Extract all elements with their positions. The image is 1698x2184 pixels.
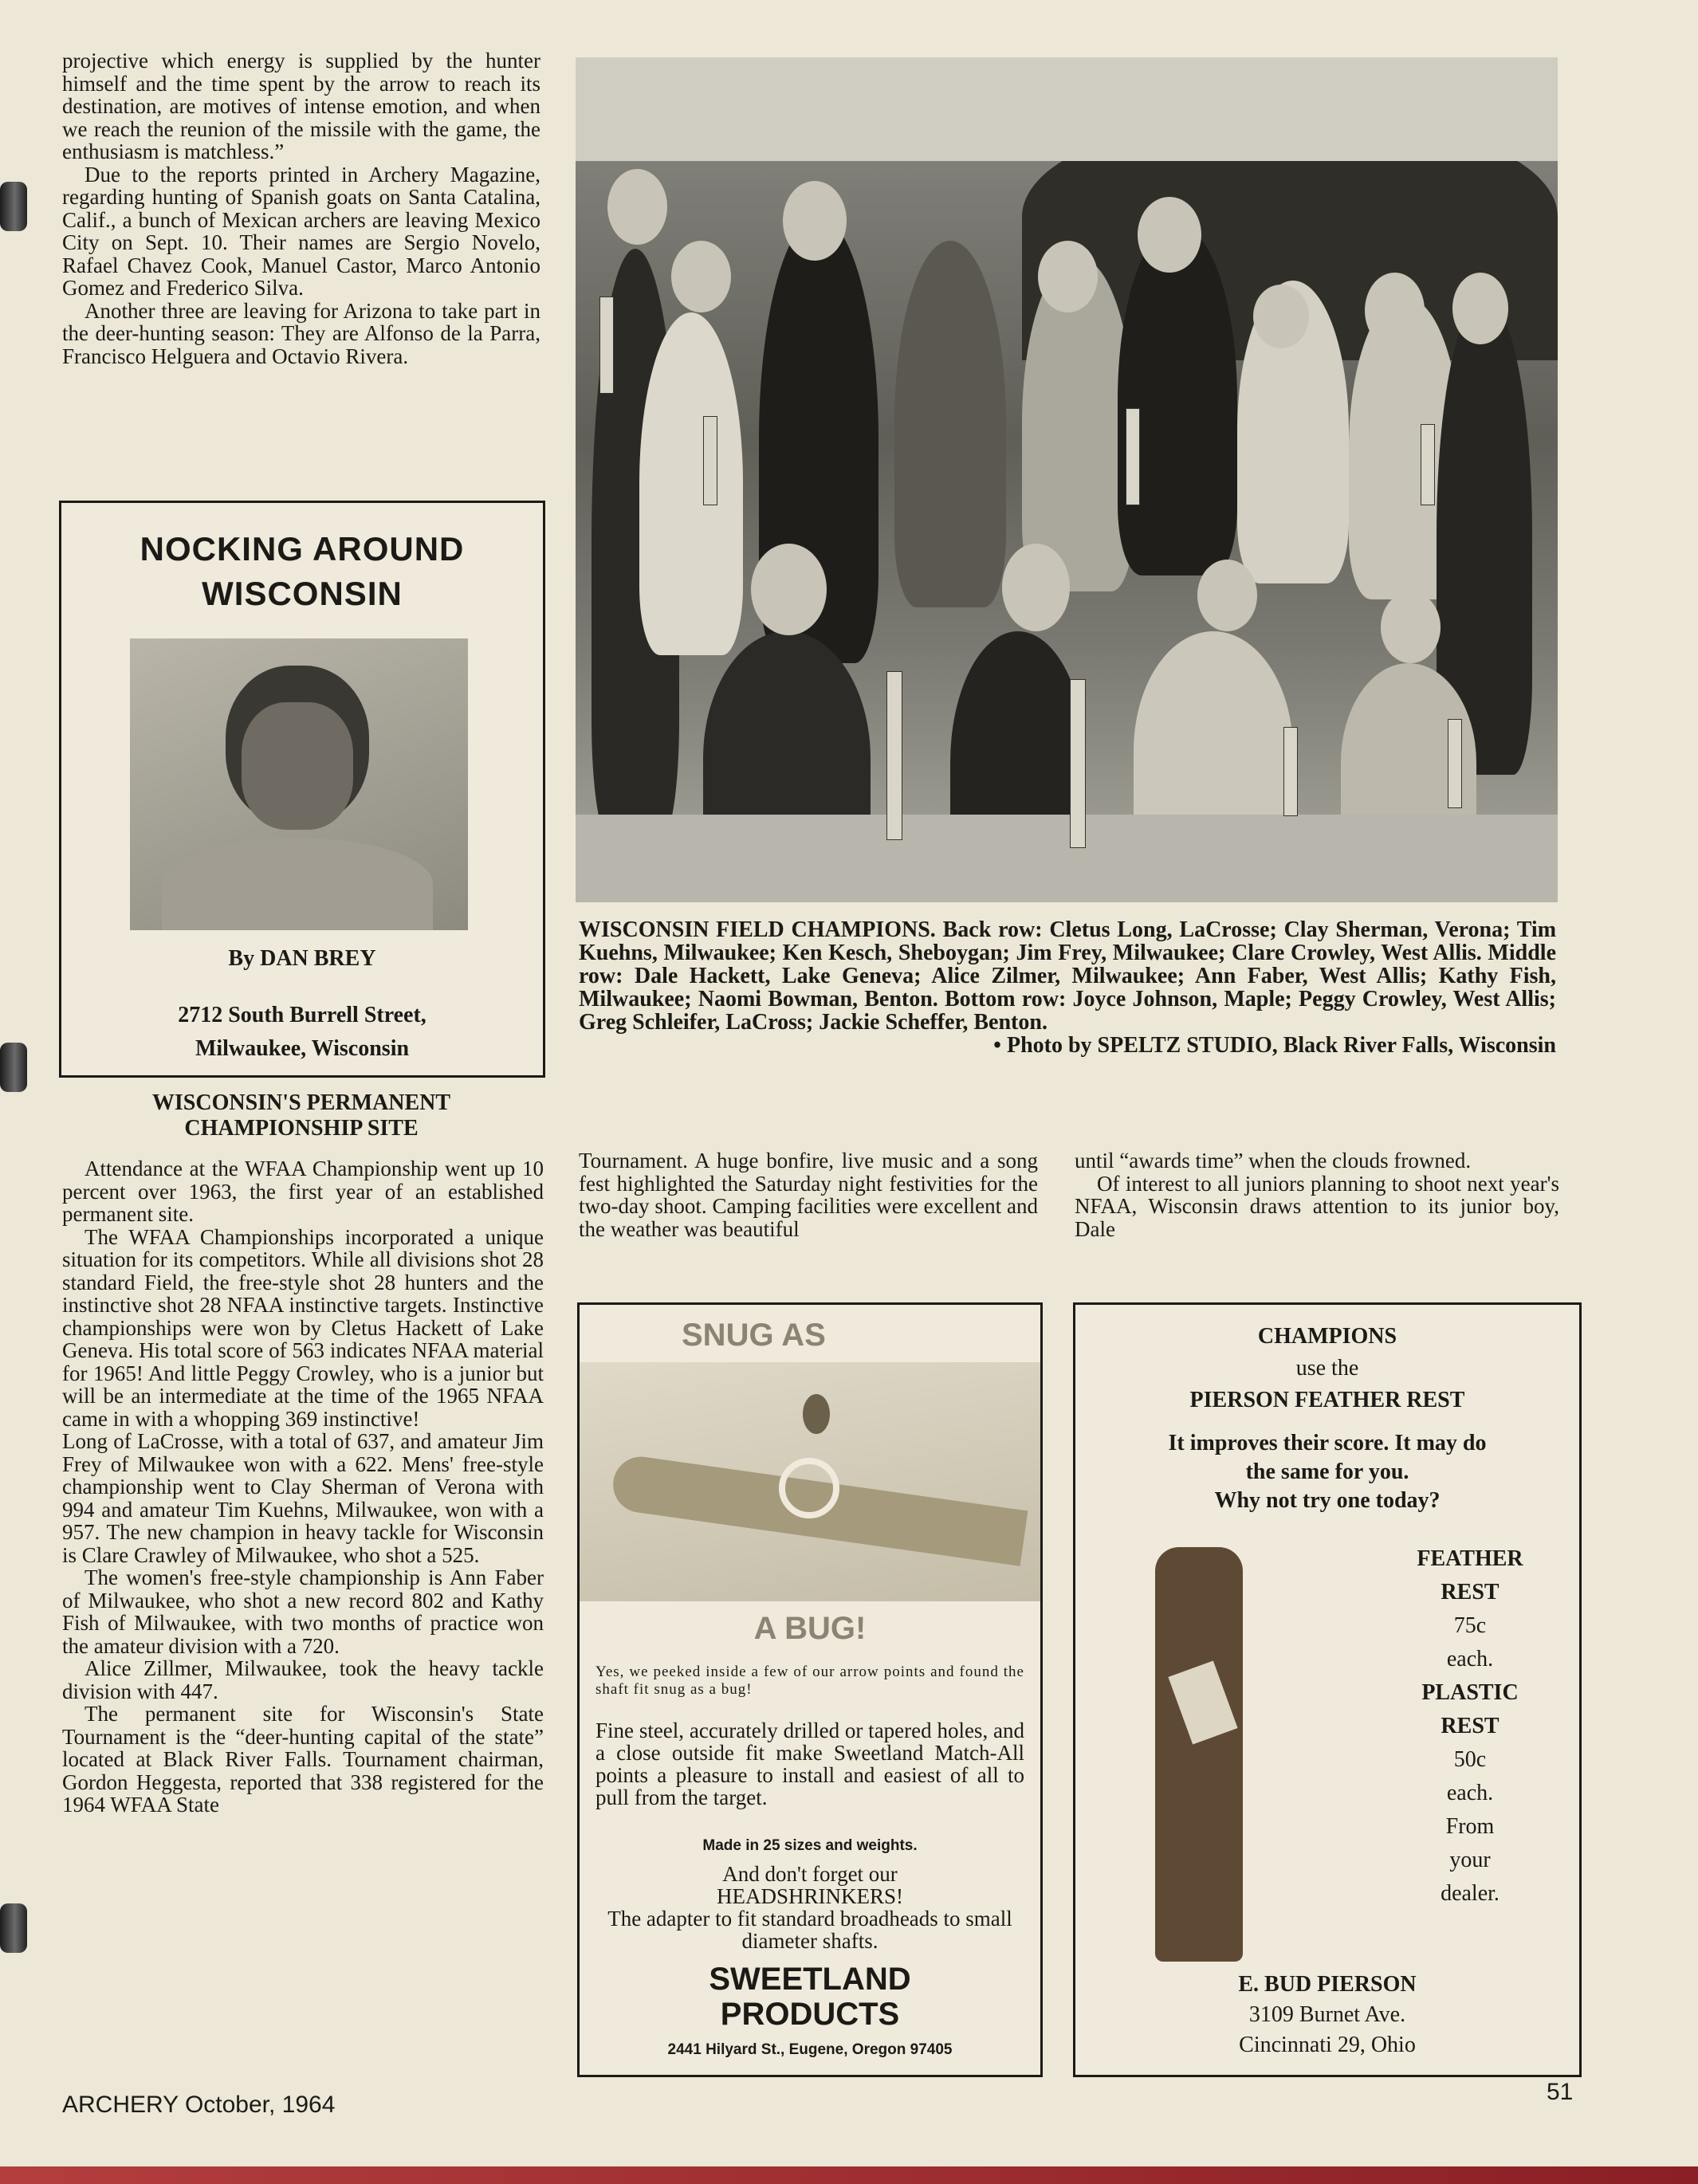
paragraph: Another three are leaving for Arizona to take part in the deer-hunting season: They are Alfonso de la Parra, Francisco Helguera and Octavio Rivera.: [62, 298, 540, 368]
paragraph: The WFAA Championships incorporated a unique situation for its competitors. While all divisions shot 28 standard Field, the free-style shot 28 hunters and the instinctive shot 28 NFAA instinctive targets. Instinctive championships were won by Cletus Hackett of Lake Geneva. His total score of 563 indicates NFAA material for 1965! And little Peggy Crowley, who is a junior but will be an intermediate at the time of the 1965 NFAA came in with a whopping 369 instinctive!: [62, 1224, 544, 1431]
paragraph: Long of LaCrosse, with a total of 637, and amateur Jim Frey of Milwaukee won with a 622. Mens' free-style championship went to Clay Sherman of Verona with 994 and amateur Tim Kuehns, Milwaukee, won with a 957. The new champion in heavy tackle for Wisconsin is Clare Crawley of Milwaukee, who shot a 525.: [62, 1429, 544, 1567]
photo-caption: [579, 918, 1556, 1057]
bow-rest-illustration: [1139, 1547, 1267, 1962]
arrowhead-illustration: [580, 1362, 1040, 1601]
paragraph: Of interest to all juniors planning to shoot next year's NFAA, Wisconsin draws attention to its junior boy, Dale: [1075, 1171, 1559, 1241]
binder-ring-middle: [0, 1043, 27, 1092]
paragraph: Due to the reports printed in Archery Magazine, regarding hunting of Spanish goats on Santa Catalina, Calif., a bunch of Mexican archers are leaving Mexico City on Sept. 10. Their names are Sergio Novelo, Rafael Chavez Cook, Manuel Castor, Marco Antonio Gomez and Frederico Silva.: [62, 162, 540, 300]
bug-icon: [803, 1394, 830, 1434]
article-continuation-right: [1075, 1149, 1559, 1240]
ad-company-line: PRODUCTS: [720, 1997, 900, 2032]
pierson-pitch: [1075, 1429, 1579, 1515]
paragraph: Alice Zillmer, Milwaukee, took the heavy tackle division with 447.: [62, 1656, 544, 1703]
price-line: each.: [1446, 1781, 1494, 1805]
paragraph: until “awards time” when the clouds frowned.: [1075, 1149, 1472, 1173]
pierson-line: CHAMPIONS: [1257, 1324, 1397, 1349]
column-address: [61, 999, 543, 1066]
price-line: FEATHER: [1417, 1546, 1523, 1571]
trophy: [1448, 719, 1462, 808]
ad-promo-line: The adapter to fit standard broadheads to small diameter shafts.: [607, 1907, 1012, 1953]
sweetland-ad: [577, 1302, 1043, 2077]
article-body: [62, 1157, 544, 1817]
price-line: 75c: [1453, 1613, 1487, 1638]
article-heading: [62, 1090, 540, 1141]
column-title-line: NOCKING AROUND: [140, 530, 465, 568]
pierson-line: the same for you.: [1245, 1459, 1409, 1484]
pierson-headline: [1075, 1321, 1579, 1416]
article-heading-line: CHAMPIONSHIP SITE: [184, 1116, 419, 1141]
ad-body: Fine steel, accurately drilled or tapered holes, and a close outside fit make Sweetland Match-All points a pleasure to install and easiest of all to pull from the target.: [595, 1719, 1024, 1809]
address-line: Milwaukee, Wisconsin: [195, 1036, 410, 1061]
article-heading-line: WISCONSIN'S PERMANENT: [151, 1090, 451, 1115]
binder-ring-top: [0, 182, 27, 231]
column-byline: By DAN BREY: [228, 946, 376, 971]
pierson-line: use the: [1295, 1356, 1359, 1381]
paragraph: The permanent site for Wisconsin's State Tournament is the “deer-hunting capital of the state” located at Black River Falls. Tournament chairman, Gordon Heggesta, reported that 338 registered for the 1964 WFAA State: [62, 1702, 544, 1817]
column-header-box: [59, 501, 545, 1078]
ad-promo: [588, 1863, 1032, 1952]
pierson-line: Why not try one today?: [1214, 1488, 1441, 1513]
caption-lead: WISCONSIN FIELD CHAMPIONS.: [579, 917, 936, 942]
pierson-line: PIERSON FEATHER REST: [1189, 1388, 1465, 1412]
pierson-address-line: Cincinnati 29, Ohio: [1239, 2033, 1416, 2057]
page-edge: [0, 2166, 1698, 2184]
pierson-company: E. BUD PIERSON: [1238, 1972, 1417, 1997]
price-line: each.: [1446, 1647, 1494, 1671]
paragraph: projective which energy is supplied by the hunter himself and the time spent by the arrow to reach its destination, are motives of intense emotion, and when we reach the reunion of the missile with the game, the enthusiasm is matchless.”: [62, 49, 540, 163]
photo-credit: • Photo by SPELTZ STUDIO, Black River Falls, Wisconsin: [993, 1033, 1556, 1058]
address-line: 2712 South Burrell Street,: [178, 1003, 426, 1027]
price-line: your: [1449, 1848, 1491, 1872]
author-portrait: [130, 638, 468, 930]
ad-promo-line: And don't forget our: [722, 1862, 898, 1886]
footer-magazine: ARCHERY October, 1964: [62, 2092, 336, 2118]
ad-company-line: SWEETLAND: [709, 1962, 911, 1997]
trophy: [1283, 727, 1298, 816]
page-number: 51: [1547, 2079, 1574, 2105]
column-title-line: WISCONSIN: [202, 575, 403, 612]
price-line: From: [1445, 1814, 1495, 1839]
price-line: REST: [1441, 1580, 1500, 1605]
paragraph: Attendance at the WFAA Championship went up 10 percent over 1963, the first year of an established permanent site.: [62, 1157, 544, 1226]
price-line: dealer.: [1441, 1881, 1500, 1906]
ad-company: [580, 1962, 1040, 2032]
pierson-ad: [1073, 1302, 1582, 2077]
top-column-text: [62, 49, 540, 367]
trophy: [1421, 424, 1435, 505]
ad-address: 2441 Hilyard St., Eugene, Oregon 97405: [667, 2041, 953, 2058]
price-line: 50c: [1453, 1747, 1487, 1772]
pierson-contact: [1075, 1970, 1579, 2060]
trophy: [703, 416, 717, 505]
pierson-address-line: 3109 Burnet Ave.: [1248, 2002, 1406, 2027]
group-photo: [576, 57, 1558, 902]
article-continuation-middle: [579, 1149, 1038, 1240]
trophy: [886, 671, 902, 840]
paragraph: Tournament. A huge bonfire, live music and a song fest highlighted the Saturday night festivities for the two-day shoot. Camping facilities were excellent and the weather was beautiful: [579, 1149, 1038, 1241]
ad-small-text: Yes, we peeked inside a few of our arrow points and found the shaft fit snug as a bug!: [595, 1664, 1024, 1698]
sky: [576, 57, 1558, 161]
column-title: [61, 527, 543, 616]
ad-sizes: Made in 25 sizes and weights.: [702, 1837, 918, 1854]
price-line: PLASTIC: [1421, 1680, 1519, 1705]
pierson-prices: [1378, 1542, 1562, 1911]
ad-headline-top: SNUG AS: [682, 1318, 826, 1353]
binder-ring-bottom: [0, 1903, 27, 1953]
ad-headline-bottom: A BUG!: [753, 1611, 867, 1646]
trophy: [599, 297, 614, 394]
caption-text: Back row: Cletus Long, LaCrosse; Clay Sherman, Verona; Tim Kuehns, Milwaukee; Ken Kesch, Sheboygan; Jim Frey, Milwaukee; Clare Crowley, West Allis. Middle row: Dale Hackett, Lake Geneva; Alice Zilmer, Milwaukee; Ann Faber, West Allis; Kathy Fish, Milwaukee; Naomi Bowman, Benton. Bottom row: Joyce Johnson, Maple; Peggy Crowley, West Allis; Greg Schleifer, LaCross; Jackie Scheffer, Benton.: [579, 917, 1557, 1035]
trophy: [1126, 408, 1140, 505]
trophy: [1070, 679, 1086, 848]
grass: [576, 815, 1558, 902]
ad-promo-line: HEADSHRINKERS!: [716, 1884, 903, 1908]
paragraph: The women's free-style championship is Ann Faber of Milwaukee, who shot a new record 802 and Kathy Fish of Milwaukee, with two months of practice won the amateur division with a 720.: [62, 1565, 544, 1658]
pierson-line: It improves their score. It may do: [1168, 1431, 1487, 1455]
price-line: REST: [1441, 1714, 1500, 1738]
